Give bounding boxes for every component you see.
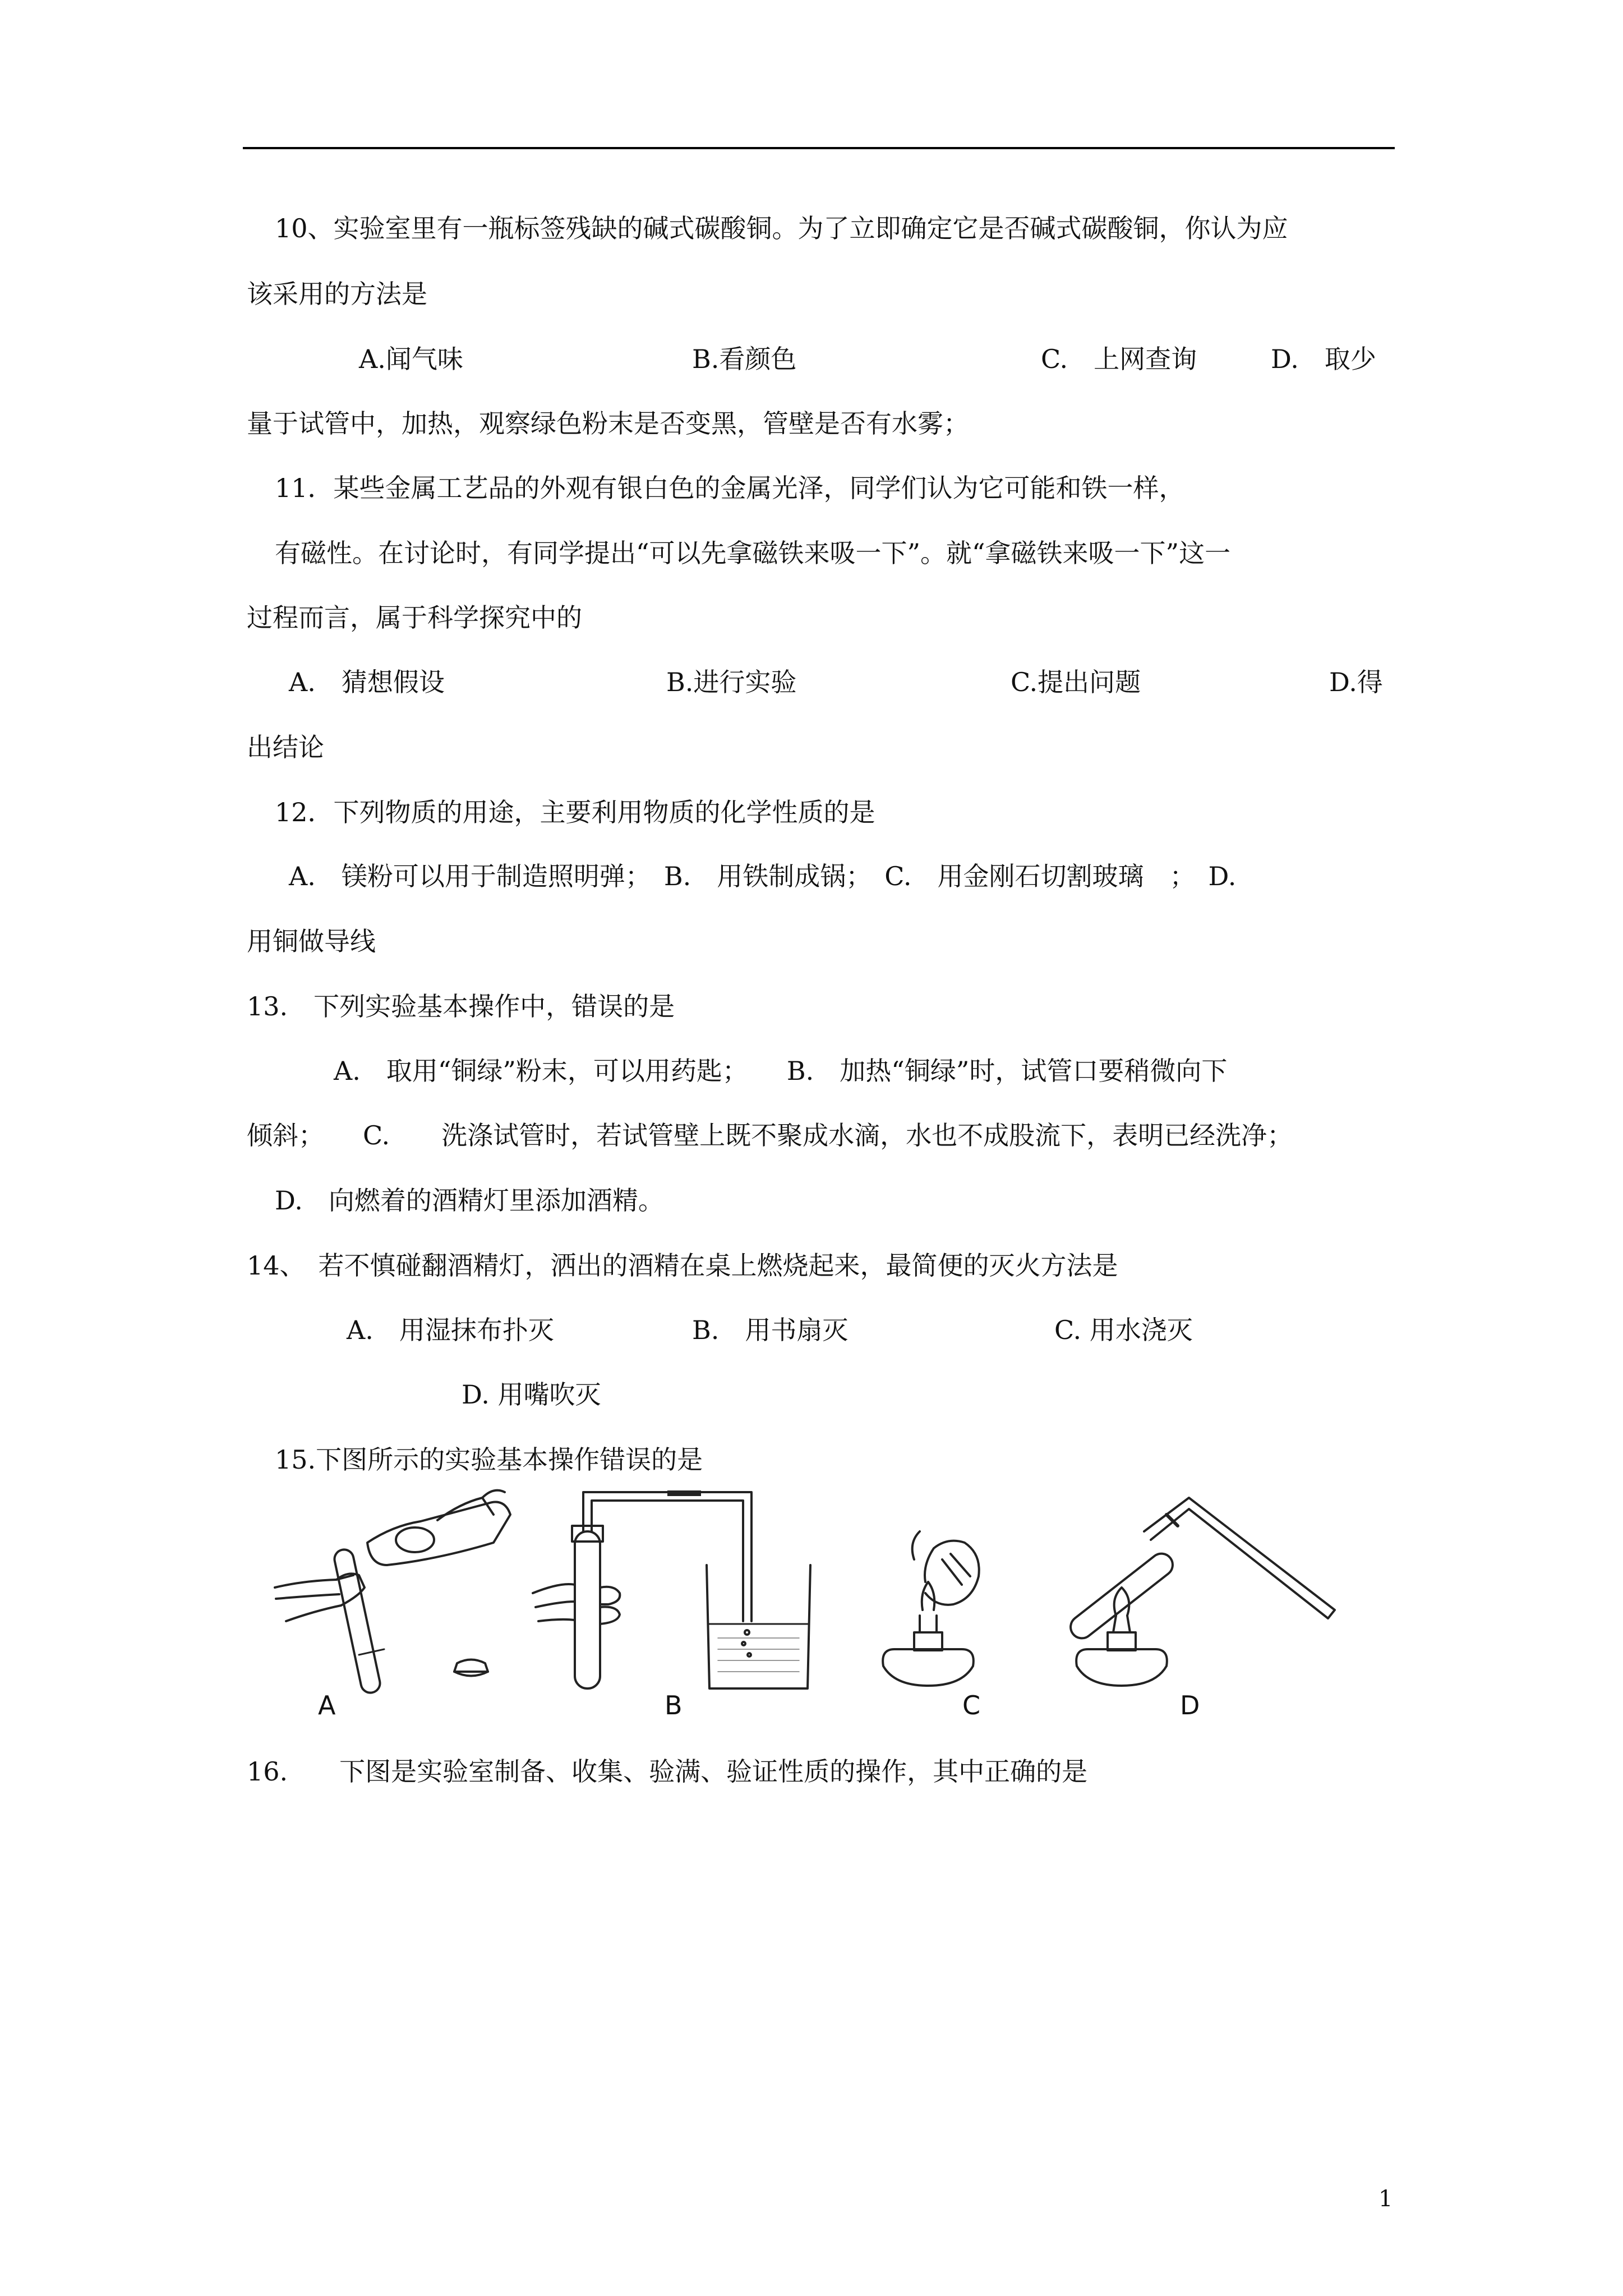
q11-option-b: B.进行实验 — [666, 667, 797, 697]
q11-option-c: C.提出问题 — [1011, 667, 1141, 697]
figure-a-pouring-icon — [275, 1490, 510, 1695]
figure-d-heating-icon — [1066, 1498, 1335, 1686]
q15-label-c: C — [962, 1690, 981, 1720]
q14-option-d: D. 用嘴吹灭 — [462, 1379, 601, 1410]
q16-stem: 16. 下图是实验室制备、收集、验满、验证性质的操作，其中正确的是 — [247, 1756, 1088, 1787]
q15-label-a: A — [318, 1690, 336, 1720]
q10-option-d: D. 取少 — [1271, 344, 1376, 374]
q11-stem-cont: 有磁性。在讨论时，有同学提出“可以先拿磁铁来吸一下”。就“拿磁铁来吸一下”这一 — [275, 538, 1231, 568]
q13-options-line3: D. 向燃着的酒精灯里添加酒精。 — [275, 1185, 664, 1216]
figure-c-alcohol-lamp-icon — [883, 1531, 979, 1686]
q14-option-b: B. 用书扇灭 — [692, 1315, 849, 1345]
q13-stem: 13. 下列实验基本操作中，错误的是 — [247, 991, 675, 1022]
q11-stem-cont2: 过程而言，属于科学探究中的 — [247, 602, 582, 633]
q11-option-d: D.得 — [1329, 667, 1383, 697]
q10-stem: 10、实验室里有一瓶标签残缺的碱式碳酸铜。为了立即确定它是否碱式碳酸铜，你认为应 — [275, 213, 1288, 243]
q12-stem: 12．下列物质的用途，主要利用物质的化学性质的是 — [275, 797, 875, 827]
q10-option-d-cont: 量于试管中，加热，观察绿色粉末是否变黑，管壁是否有水雾； — [247, 408, 969, 439]
q10-stem-cont: 该采用的方法是 — [247, 279, 427, 309]
q10-option-b: B.看颜色 — [692, 344, 797, 374]
q13-options-line2: 倾斜； C. 洗涤试管时，若试管壁上既不聚成水滴，水也不成股流下，表明已经洗净； — [247, 1120, 1293, 1151]
q14-option-c: C. 用水浇灭 — [1054, 1315, 1193, 1345]
q10-option-a: A.闻气味 — [359, 344, 463, 374]
q15-label-d: D — [1180, 1690, 1200, 1720]
q11-option-d-cont: 出结论 — [247, 732, 324, 762]
q14-option-a: A. 用湿抹布扑灭 — [347, 1315, 554, 1345]
header-rule — [243, 147, 1395, 149]
q11-option-a: A. 猜想假设 — [289, 667, 445, 697]
page-number: 1 — [1378, 2186, 1393, 2212]
q12-options: A. 镁粉可以用于制造照明弹； B. 用铁制成锅； C. 用金刚石切割玻璃 ； D. — [289, 861, 1237, 891]
q15-label-b: B — [665, 1690, 683, 1720]
q12-option-d-cont: 用铜做导线 — [247, 926, 376, 956]
q14-stem: 14、 若不慎碰翻酒精灯，洒出的酒精在桌上燃烧起来，最简便的灭火方法是 — [247, 1250, 1118, 1281]
q13-options-line1: A. 取用“铜绿”粉末，可以用药匙； B. 加热“铜绿”时，试管口要稍微向下 — [334, 1056, 1228, 1086]
q15-stem: 15.下图所示的实验基本操作错误的是 — [275, 1444, 703, 1475]
figure-b-airtightness-icon — [533, 1490, 810, 1688]
q11-stem: 11．某些金属工艺品的外观有银白色的金属光泽，同学们认为它可能和铁一样， — [275, 473, 1185, 503]
q10-option-c: C. 上网查询 — [1041, 344, 1197, 374]
